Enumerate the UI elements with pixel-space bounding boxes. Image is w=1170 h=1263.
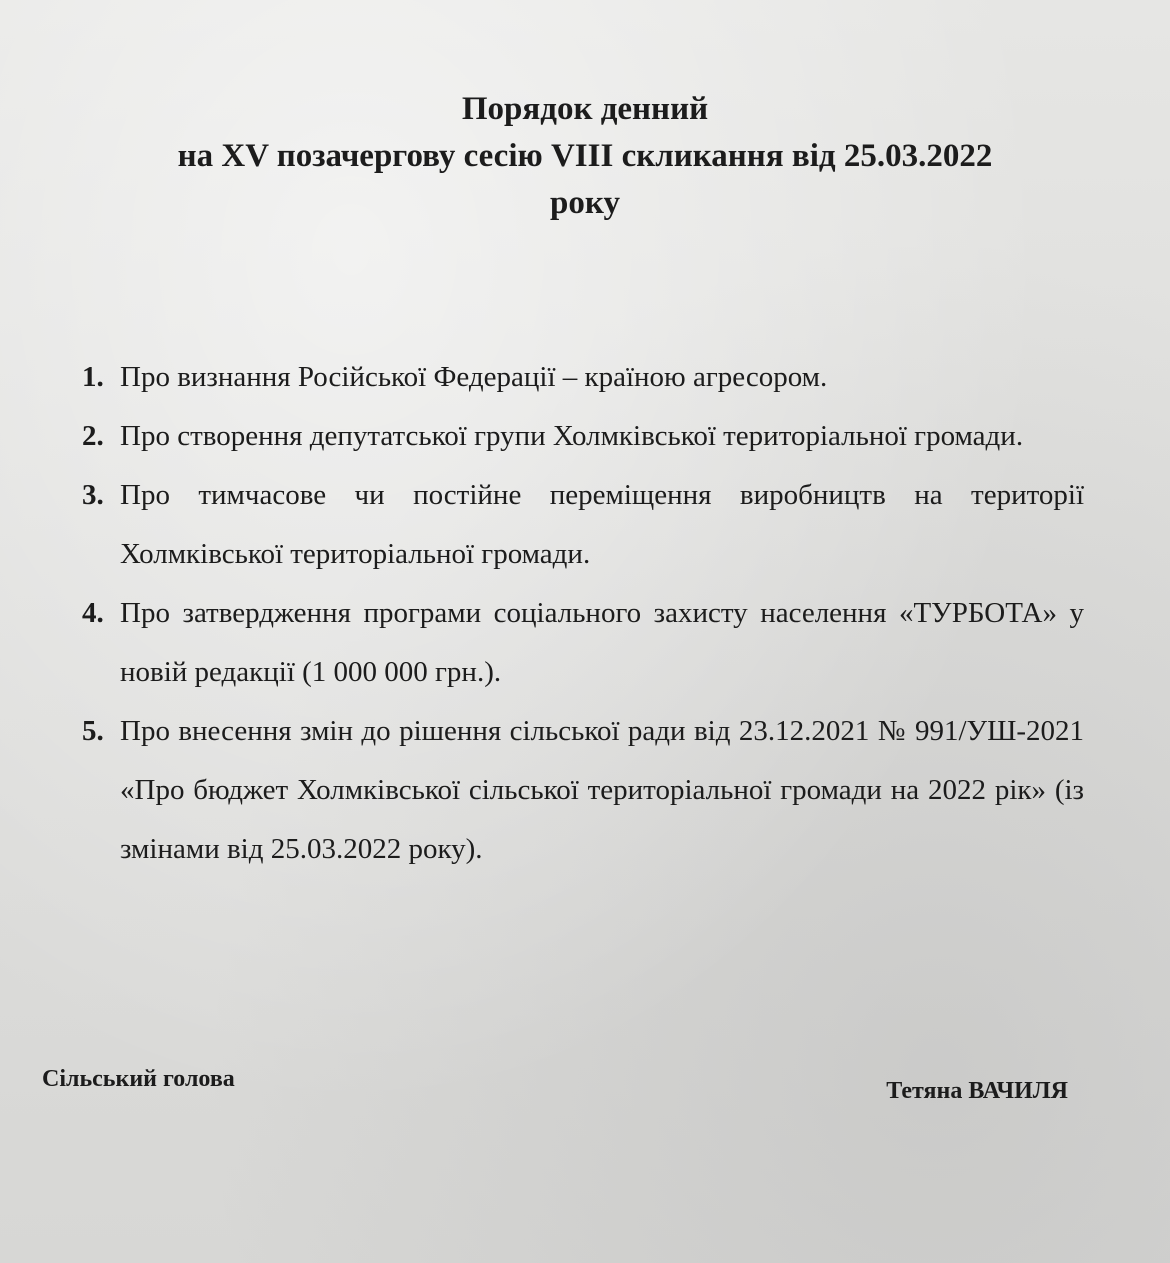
agenda-item-text: Про створення депутатської групи Холмківської територіальної громади.	[120, 420, 1024, 452]
signatory-name: Тетяна ВАЧИЛЯ	[886, 1078, 1068, 1104]
agenda-list	[82, 348, 1084, 879]
title-line-1: Порядок денний	[461, 91, 709, 127]
agenda-item-text: Про внесення змін до рішення сільської ради від 23.12.2021 № 991/УШ-2021 «Про бюджет Холмківської сільської територіальної громади на 2022 рік» (із змінами від 25.03.2022 року).	[120, 715, 1084, 865]
title-line-3: року	[550, 185, 620, 221]
agenda-item	[82, 702, 1084, 879]
agenda-item-number: 5.	[82, 715, 104, 747]
agenda-item	[82, 348, 1084, 407]
agenda-item-text: Про затвердження програми соціального захисту населення «ТУРБОТА» у новій редакції (1 000 000 грн.).	[120, 597, 1084, 688]
signatory-position: Сільський голова	[42, 1066, 235, 1092]
agenda-item-number: 4.	[82, 597, 104, 629]
agenda-item-number: 2.	[82, 420, 104, 452]
agenda-item	[82, 584, 1084, 702]
agenda-item-number: 1.	[82, 361, 104, 393]
agenda-item-text: Про визнання Російської Федерації – країною агресором.	[120, 361, 828, 393]
agenda-item-number: 3.	[82, 479, 104, 511]
title-line-2: на XV позачергову сесію VIII скликання від 25.03.2022	[177, 138, 993, 174]
agenda-item-text: Про тимчасове чи постійне переміщення виробництв на території Холмківської територіальної громади.	[120, 479, 1084, 570]
agenda-item	[82, 466, 1084, 584]
document-title	[0, 86, 1170, 227]
agenda-item	[82, 407, 1084, 466]
